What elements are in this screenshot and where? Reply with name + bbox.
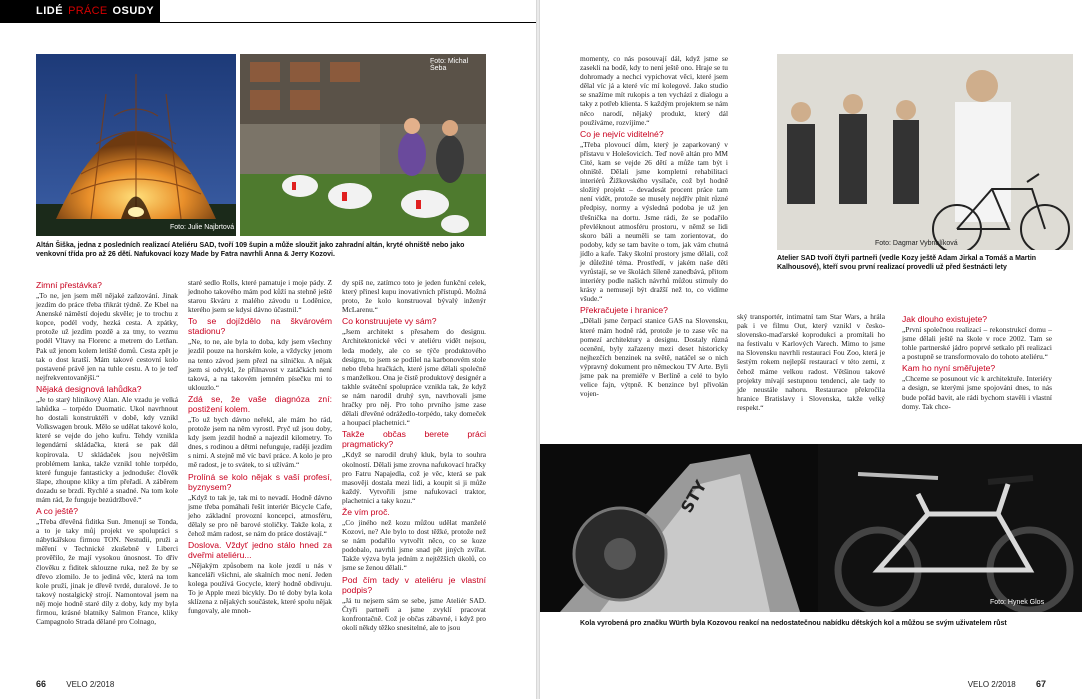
answer-paragraph: „Dělali jsme čerpací stanice GAS na Slovensku, které mám hodně rád, protože je to zase věc na pomezí architektury a designu. Dostaly různá ocenění, byly zařazeny mezi deset historicky nejhezčích benzinek na světě, natáčel se o nich výpravný dokument pro německou TV Arte. Byli jsme pak na premiéře v Berlíně a celé to bylo velice fajn, výtpně. K benzince byl přivolán vojen- (580, 316, 728, 399)
answer-paragraph: ský transportér, intimatní tam Star Wars, a hrála pak i ve filmu Out, který vznikl v česko-slovensko-maďarské koprodukci a promítali ho na festivalu v Karlových Varech. Mimo to jsme na Slovensku navrhli restauraci Fou Zoo, která je šestým rokem nejlepší restaurací v této zemi, z čehož máme velkou radost. Většinou takové projekty mívají sestupnou tendenci, ale tady to jde neustále nahoru. Restaurace překročila hranice Bratislavy i Slovenska, takže velký respekt.“ (737, 312, 885, 412)
magazine-issue: VELO 2/2018 (66, 680, 115, 689)
question-heading: Překračujete i hranice? (580, 305, 668, 316)
answer-paragraph: „Třeba plovoucí dům, který je zaparkovaný v přístavu v Holešovicích. Teď nově altán pro MM Cité, kam se vejde 26 dětí a může tam být i ohniště. Dělali jsme kompletní rehabilitaci interiérů Žižkovského vysílače, což byl hodně složitý projekt – devadesát procent práce tam není vidět, protože se musely nejdřív plnit různé předpisy, normy a výsledná podoba je už jen třešnička na dortu. Jsme rádi, že se podařilo převléknout atmosféru prostoru, v němž se lidi skoro báli a neuměli se tam zorientovat, do podoby, kdy se tam bavíte o tom, jak vám chutná jídlo a kafe. Taky školní prostory jsme dělali, což je důležité téma. Prostředí, v jakém naše děti vyrůstají, se ve školách šíleně zanedbává, přitom interiéry podle našich návrhů můžou stimuly do krásy a nemusejí být dražší než to, co vidíme všude.“ (580, 139, 728, 304)
dome-pavilion-image (36, 54, 236, 236)
question-heading: Co konstruujete vy sám? (342, 316, 437, 327)
answer-paragraph: „Když se narodil druhý kluk, byla to souhra okolností. Dělali jsme zrovna nafukovací hračky pro Fatru Napajedla, což je věc, která se pak masověji dostala mezi lidi, a koupit si ji může každý. Vytvořili jsme nafukovací traktor, plachetnici a taky kozu.“ (342, 450, 486, 505)
answer-paragraph: „To ne, jen jsem měl nějaké zaňzování. Jinak jezdím do práce třeba třikrát týdně. Ze Kbel na Anenské náměstí dojedu skvěle; je to trochu z kopce, podél vody, hezká cesta. A zpátky, protože už jezdím pozdě a za tmy, to vezmu podél Vltavy na Florenc a metrem do Letňan. Pak už jenom kolem letiště domů. Cesta zpět je tak o dost kratší. Mám takové cestovní kolo postavené právě jen na tuhle cestu. A to je teď nejfrekventovanější.“ (36, 291, 178, 382)
right-column-2 (737, 312, 885, 414)
question-heading: Zimní přestávka? (36, 280, 102, 290)
answer-paragraph: „Já tu nejsem sám se sebe, jsme Ateliér SAD. Čtyři partneři a jsme zvyklí pracovat konfrontačně. Což je občas zábavné, i když pro okolí někdy těžko snesitelné, ale to jsou (342, 595, 486, 632)
bike-photo-caption: Kola vyrobená pro značku Würth byla Kozovou reakcí na nedostatečnou nabídku dětských kol a můžou se svým uživatelem růst (580, 620, 1007, 627)
magazine-issue: VELO 2/2018 (967, 680, 1016, 689)
answer-paragraph: „První společnou realizací – rekonstrukcí domu – jsme dělali ještě na škole v roce 2002. Tam se tohle partnerské jádro poprvé setkalo při realizaci a postupně se transformovalo do tohoto ateliéru.“ (902, 325, 1052, 362)
answer-paragraph: „Třeba dřevěná fiditka Sun. Jmenují se Tonda, a to je taky můj projekt ve spolupráci s nábytkářskou firmou TON. Nestudii, pruži a měření v Technické zkušebně v Liberci prověřilo, že mají vysokou únosnost. To dřív člověku z fiditek sklouzne ruka, než že by se dřevo zlomilo. Je to jediná věc, která na tom kole pruží, jinak je dřevě tvrdé, duralové. Je to takový nostalgický strojí. Namontoval jsem na něj moje hodně staré díly z doby, kdy my byla firmou, krásné blatníky Salmon France, kliky Campagnolo Strada dělané pro Colnago, (36, 517, 178, 627)
right-column-1 (580, 54, 728, 400)
answer-paragraph: „To už bych dávno neřekl, ale mám ho rád, protože jsem na něm vyrostl. Pryč už jsou doby, kdy jsem jezdil hodně a najezdil kilometry. To dnes, s rodinou a dětmi nefunguje, raději jezdím s nimi. A stejně mě víc baví práce. A kolo je pro mě radost, je to svátek, to si užívám.“ (188, 414, 332, 470)
bike-photo-credit: Foto: Hynek Glos (990, 599, 1045, 606)
team-photo-credit: Foto: Dagmar Vybnalíková (875, 240, 958, 247)
svg-text:STY: STY (677, 477, 711, 516)
dome-photo-credit: Foto: Julie Najbrtová (170, 224, 235, 231)
answer-paragraph: „Jsem architekt s přesahem do designu. Architektonické věci v ateliéru vidět nejsou, leda modely, ale co se týče produktového designu, to jsem se podílel na karbonovém stole nebo třeba hračkách, které jsme dělali společně s manželkou. Ona je čistě produktový designér a takhle sváteční spolupráce vznikla tak, že když se nám narodil druhý syn, navrhovali jsme hračky pro něj. Pro toho prvního jsme zase dělali dřevěné odrážedlo-torpédo, taky domeček a houpací plachetnici.“ (342, 327, 486, 428)
answer-paragraph: „Nějakým způsobem na kole jezdí u nás v kanceláři všichni, ale skalních moc není. Jeden kolega používá Gocycle, který hodně obdivuju. To je Apple mezi bicykly. Do té doby byla kola sklízena z nějakých součástek, které spolu nějak fungovaly, ale mnoh- (188, 560, 332, 616)
kids-bike-photo (818, 444, 1082, 612)
page-number: 66 (36, 679, 47, 689)
left-column-1 (36, 278, 178, 628)
question-heading: Nějaká designová lahůdka? (36, 383, 142, 394)
right-column-3 (902, 312, 1052, 413)
left-photo-caption: Altán Šiška, jedna z posledních realizací Ateliéru SAD, tvoří 109 šupin a může sloužit jako zahradní altán, kryté ohniště nebo jako venkovní třída pro až 26 dětí. Nafukovací kozy Made by Fatra navrhli Anna & Jerry Kozovi. (36, 242, 465, 258)
question-heading: Kam ho nyní směřujete? (902, 363, 996, 374)
question-heading: Takže občas berete práci pragmaticky? (342, 429, 486, 450)
goats-photo-credit: Foto: Michal Šeba (430, 58, 469, 72)
question-heading: Co je nejvíc viditelné? (580, 128, 664, 139)
question-heading: Pod čím tady v ateliéru je vlastní podpis? (342, 574, 486, 595)
team-photo-caption: Atelier SAD tvoří čtyři partneři (vedle Kozy ještě Adam Jirkal a Tomáš a Martin Kalhousové), kteří svou první realizací provedli už před šestnácti lety (777, 255, 1037, 271)
left-folio (36, 679, 114, 689)
left-page (0, 0, 536, 699)
answer-paragraph: „Chceme se posunout víc k architektuře. Interiéry a design, se kterými jsme spojováni dnes, to nás bude pořád bavit, ale rádi bychom stavěli i vlastní domy. Tak chce- (902, 374, 1052, 411)
question-heading: To se dojíždělo na škvárovém stadionu? (188, 316, 332, 337)
answer-paragraph: „Co jiného než kozu můžou udělat manželé Kozovi, ne? Ale bylo to dost těžké, protože než se nám podařilo vytvořit něco, co se koze podobalo, navrhli jsme snad pět jiných zvířat. Takže výzva byla jedním z nejtěžších úkolů, co jsme se ženou dělali.“ (342, 517, 486, 573)
question-heading: Že vím proč. (342, 506, 390, 517)
atelier-partners-image (777, 54, 1073, 250)
question-heading: Jak dlouho existujete? (902, 314, 988, 324)
question-heading: Zdá se, že vaše diagnóza zní: postižení kolem. (188, 393, 332, 414)
answer-paragraph: dy spíš ne, zatímco toto je jeden funkční celek, který přinesl kupu inovativních přístupů. Možná proto, že kolo konstruoval bývalý inženýr McLarenu.“ (342, 278, 486, 315)
answer-paragraph: „Ne, to ne, ale byla to doba, kdy jsem všechny jezdil pouze na horském kole, a vždycky jenom na tento závod jsem přezl na silničku. A nějak jsem si odvykl, že přilnavost v zatáčkách není taková, a na takovém jemném písečku mi to uklouzlo.“ (188, 337, 332, 392)
question-heading: Prolíná se kolo nějak s vaší profesí, byznysem? (188, 471, 332, 492)
answer-paragraph: „Když to tak je, tak mi to nevadí. Hodně dávno jsme třeba pomáhali řešit interiér Bicycle Cafe, jeho základní provozní koncepci, atmosféru, dělaly se pro ně barové stoličky. Takže kola, z čehož mám radost, se nám do práce dostávají.“ (188, 492, 332, 538)
question-heading: A co ještě? (36, 506, 79, 517)
question-heading: Doslova. Vždyť jedno stálo hned za dveřmi ateliéru... (188, 539, 332, 560)
answer-paragraph: momenty, co nás posouvají dál, když jsme se zasekli na bodě, kdy to není ještě ono. Hraje se tu dohromady a nechci vypichovat věci, které jsem dělal víc já a které víc mí kolegové. Jako studio se snažíme mít rukopis a ten vychází z dialogu a taky z potřeb klienta. S každým projektem se nám něco narodí, nějaký produkt, který dál používáme, rozvíjíme.“ (580, 54, 728, 127)
right-folio (968, 679, 1046, 689)
section-header (0, 0, 536, 46)
header-rule (0, 22, 536, 23)
inflatable-goats-image (240, 54, 486, 236)
page-number: 67 (1035, 679, 1046, 689)
left-column-3 (342, 278, 486, 634)
header-part-2: PRÁCE (68, 5, 108, 17)
bike-frame-closeup-image (540, 444, 818, 612)
team-photo (777, 54, 1073, 250)
header-part-3: OSUDY (112, 5, 155, 17)
header-bar (0, 0, 160, 22)
right-page (540, 0, 1082, 699)
goats-photo (240, 54, 486, 236)
bike-detail-photo (540, 444, 818, 612)
answer-paragraph: „Je to starý hliníkový Alan. Ale vzadu je velká lahůdka – torpédo Duomatic. Ukol navrhnout ho dostali konstruktéři v době, kdy vznikl Volkswagen brouk. Mělo se udělat takové kolo, které se vejde do jeho kufru. Tehdy vznikla legendární skládačka, která se pak dál kopírovala. U skládaček jsou největším problémem lanka, takže vznikl tohle torpédo, které funguje fantasticky a jednoduše: člověk šlape, zhoupne kliky a tím přeřadí. A záběrem dozadu se brzdí. Rychlé a snadné. Na tom kole mám rád, že funguje bezúdržbově.“ (36, 394, 178, 504)
header-part-1: LIDÉ (36, 5, 64, 17)
kids-bike-image (818, 444, 1082, 612)
answer-paragraph: staré sedlo Rolls, které pamatuje i moje pády. Z jednoho takového mám pod kůží na stehně ještě starou škváru z malého závodu u Loděnice, kterého jsem se kdysi dávno účastnil.“ (188, 278, 332, 315)
left-column-2 (188, 278, 332, 618)
dome-pavilion-photo (36, 54, 236, 236)
